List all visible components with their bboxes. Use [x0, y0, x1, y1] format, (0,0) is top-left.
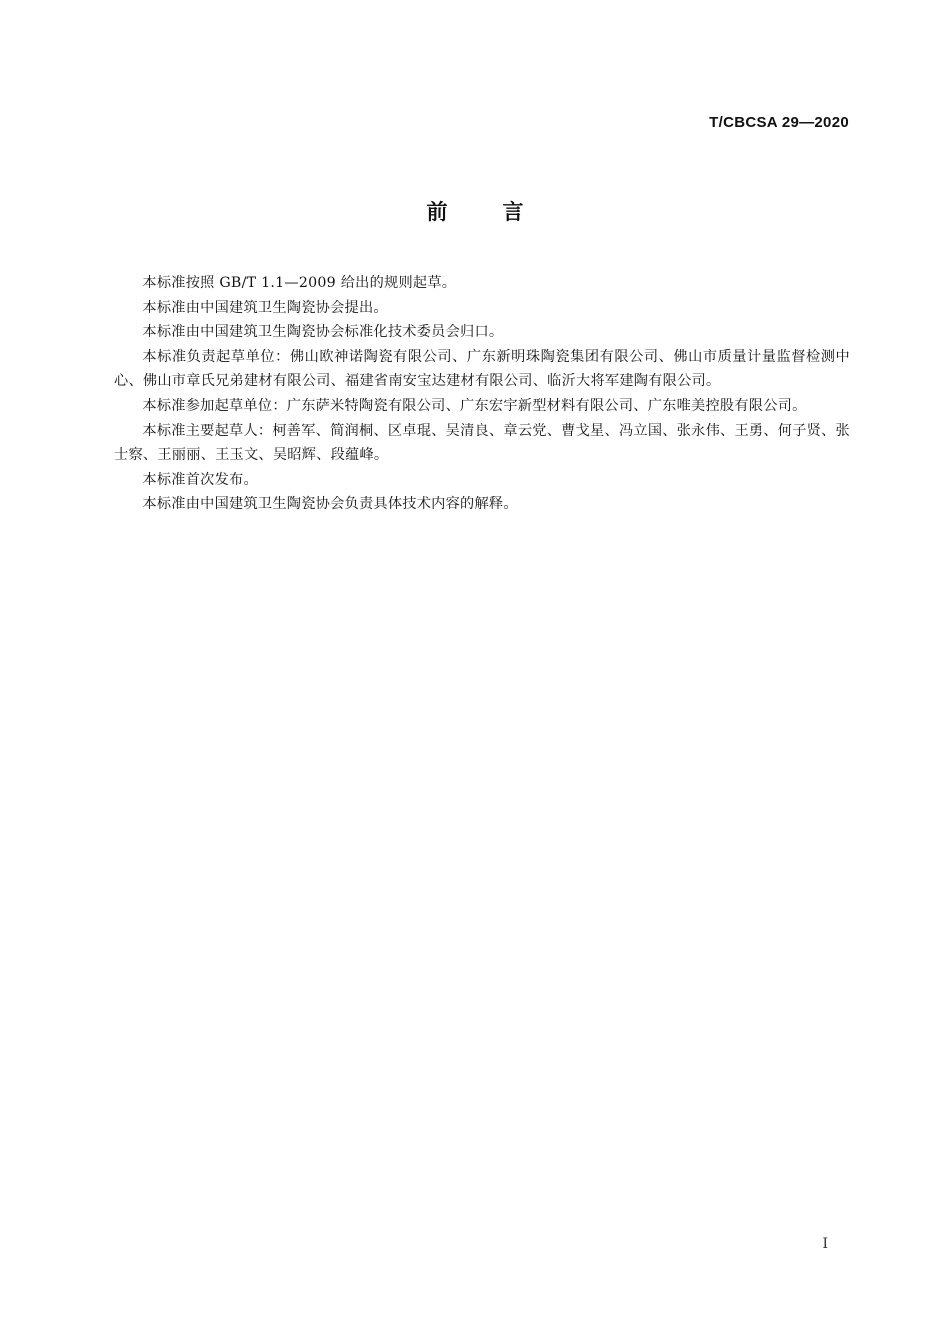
- foreword-body: [114, 271, 850, 517]
- paragraph-centralized-unit: 本标准由中国建筑卫生陶瓷协会标准化技术委员会归口。: [142, 324, 504, 341]
- standard-number: T/CBCSA 29—2020: [709, 114, 849, 131]
- page-number: I: [822, 1236, 828, 1252]
- paragraph-main-drafters: 本标准主要起草人：柯善军、简润桐、区卓琨、吴清良、章云党、曹戈星、冯立国、张永伟、王勇、何子贤、张士察、王丽丽、王玉文、吴昭辉、段蕴峰。: [114, 422, 850, 464]
- paragraph-lead-drafters: 本标准负责起草单位：佛山欧神诺陶瓷有限公司、广东新明珠陶瓷集团有限公司、佛山市质量计量监督检测中心、佛山市章氏兄弟建材有限公司、福建省南安宝达建材有限公司、临沂大将军建陶有限公司。: [114, 348, 850, 390]
- paragraph-proposer: 本标准由中国建筑卫生陶瓷协会提出。: [142, 299, 388, 316]
- page-title: 前言: [426, 200, 579, 224]
- paragraph-participating-drafters: 本标准参加起草单位：广东萨米特陶瓷有限公司、广东宏宇新型材料有限公司、广东唯美控股有限公司。: [142, 397, 807, 414]
- paragraph-first-release: 本标准首次发布。: [142, 471, 258, 488]
- paragraph-interpretation: 本标准由中国建筑卫生陶瓷协会负责具体技术内容的解释。: [142, 496, 518, 513]
- paragraph-drafting-rules: 本标准按照 GB/T 1.1—2009 给出的规则起草。: [142, 275, 457, 291]
